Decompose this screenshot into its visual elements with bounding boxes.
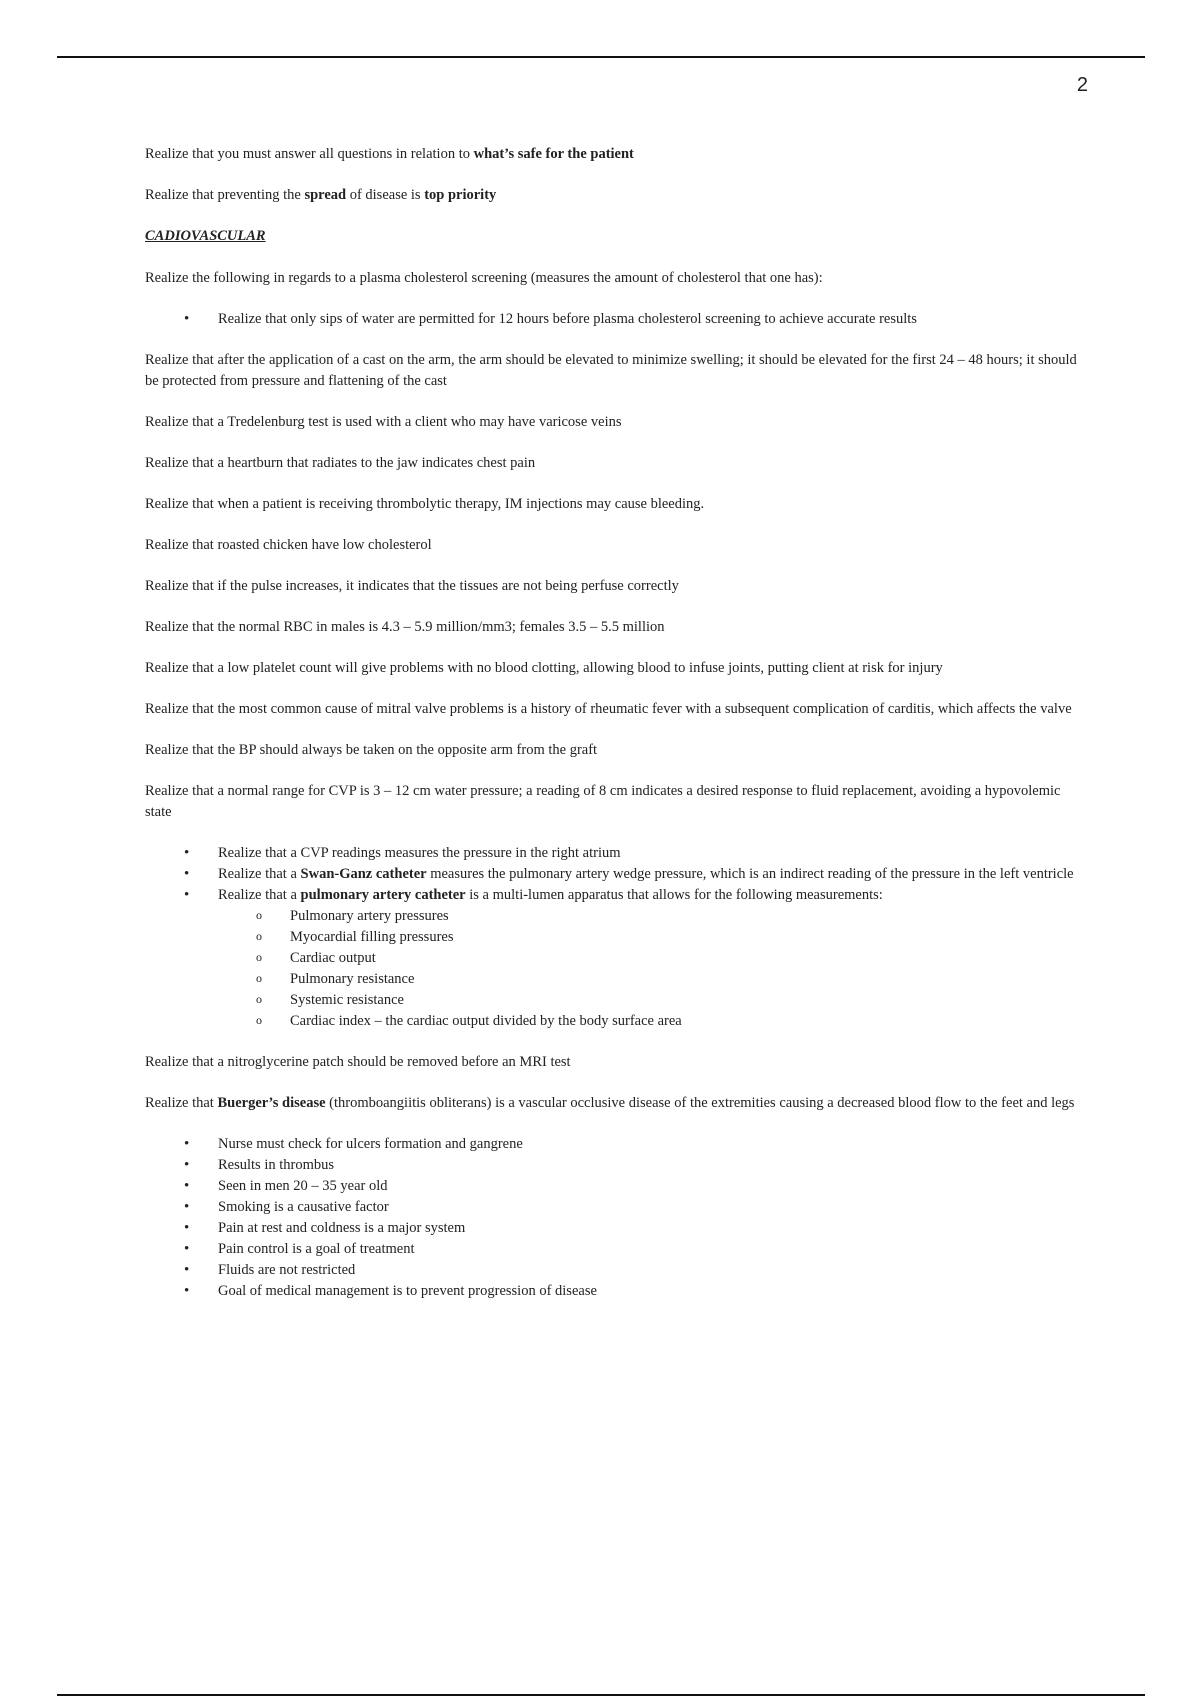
cvp-bullets bbox=[145, 843, 1085, 1032]
paragraph-nitro: Realize that a nitroglycerine patch should be removed before an MRI test bbox=[145, 1054, 571, 1070]
list-item: • Realize that only sips of water are permitted for 12 hours before plasma cholesterol screening to achieve accurate results bbox=[145, 309, 1085, 330]
list-item: • Pain at rest and coldness is a major system bbox=[145, 1218, 1085, 1239]
paragraph-safe-patient bbox=[145, 144, 1085, 165]
paragraph-cholesterol: Realize the following in regards to a plasma cholesterol screening (measures the amount of cholesterol that one has): bbox=[145, 270, 823, 286]
list-item: • Seen in men 20 – 35 year old bbox=[145, 1176, 1085, 1197]
sublist-item: o Pulmonary artery pressures bbox=[145, 906, 1085, 927]
list-item: • Fluids are not restricted bbox=[145, 1260, 1085, 1281]
sublist-item: o Cardiac index – the cardiac output divided by the body surface area bbox=[145, 1011, 1085, 1032]
bold-text: pulmonary artery catheter bbox=[300, 887, 466, 903]
list-item: • Goal of medical management is to prevent progression of disease bbox=[145, 1281, 1085, 1302]
text-run: Realize that a bbox=[218, 887, 301, 903]
paragraph: Realize that a low platelet count will give problems with no blood clotting, allowing blood to infuse joints, putting client at risk for injury bbox=[145, 660, 943, 676]
paragraph: Realize that the normal RBC in males is 4.3 – 5.9 million/mm3; females 3.5 – 5.5 million bbox=[145, 619, 665, 635]
paragraph: Realize that if the pulse increases, it indicates that the tissues are not being perfuse correctly bbox=[145, 578, 679, 594]
text-run: Realize that preventing the bbox=[145, 187, 305, 203]
sublist-item: o Pulmonary resistance bbox=[145, 969, 1085, 990]
list-item: • Pain control is a goal of treatment bbox=[145, 1239, 1085, 1260]
bold-text: top priority bbox=[424, 187, 497, 203]
document-body bbox=[145, 144, 1085, 1322]
paragraph: Realize that a normal range for CVP is 3 – 12 cm water pressure; a reading of 8 cm indicates a desired response to fluid replacement, avoiding a hypovolemic state bbox=[145, 783, 1061, 820]
list-item: • Smoking is a causative factor bbox=[145, 1197, 1085, 1218]
bold-text: Swan-Ganz catheter bbox=[300, 866, 427, 882]
section-heading: CADIOVASCULAR bbox=[145, 228, 266, 244]
text-run: measures the pulmonary artery wedge pressure, which is an indirect reading of the pressure in the left ventricle bbox=[426, 866, 1074, 882]
paragraph-buerger bbox=[145, 1093, 1085, 1114]
text-run: Realize that a bbox=[218, 866, 301, 882]
page-number: 2 bbox=[1076, 74, 1088, 96]
text-run: (thromboangiitis obliterans) is a vascular occlusive disease of the extremities causing a decreased blood flow to the feet and legs bbox=[325, 1095, 1075, 1111]
bold-text: spread bbox=[304, 187, 347, 203]
sublist-item: o Systemic resistance bbox=[145, 990, 1085, 1011]
list-item: • Results in thrombus bbox=[145, 1155, 1085, 1176]
text-run: of disease is bbox=[346, 187, 425, 203]
footer-rule bbox=[57, 1694, 1145, 1696]
list-item bbox=[145, 885, 1085, 1032]
sublist-item: o Cardiac output bbox=[145, 948, 1085, 969]
bold-text: what’s safe for the patient bbox=[473, 146, 634, 162]
measurements-sublist bbox=[145, 906, 1085, 1032]
text-run: is a multi-lumen apparatus that allows for the following measurements: bbox=[465, 887, 883, 903]
bold-text: Buerger’s disease bbox=[217, 1095, 326, 1111]
text-run: Realize that you must answer all questions in relation to bbox=[145, 146, 474, 162]
cholesterol-bullets bbox=[145, 309, 1085, 330]
header-rule bbox=[57, 56, 1145, 58]
list-item bbox=[145, 864, 1085, 885]
buerger-bullets bbox=[145, 1134, 1085, 1302]
list-item: • Nurse must check for ulcers formation and gangrene bbox=[145, 1134, 1085, 1155]
paragraph: Realize that when a patient is receiving thrombolytic therapy, IM injections may cause bleeding. bbox=[145, 496, 705, 512]
paragraph: Realize that roasted chicken have low cholesterol bbox=[145, 537, 432, 553]
paragraph: Realize that a heartburn that radiates to the jaw indicates chest pain bbox=[145, 455, 536, 471]
paragraph: Realize that after the application of a cast on the arm, the arm should be elevated to minimize swelling; it should be elevated for the first 24 – 48 hours; it should be protected from pressure and flattening of the cast bbox=[145, 352, 1077, 389]
text-run: Realize that bbox=[145, 1095, 218, 1111]
paragraph: Realize that the BP should always be taken on the opposite arm from the graft bbox=[145, 742, 598, 758]
paragraph-spread bbox=[145, 185, 1085, 206]
sublist-item: o Myocardial filling pressures bbox=[145, 927, 1085, 948]
list-item: • Realize that a CVP readings measures the pressure in the right atrium bbox=[145, 843, 1085, 864]
paragraph: Realize that the most common cause of mitral valve problems is a history of rheumatic fever with a subsequent complication of carditis, which affects the valve bbox=[145, 701, 1072, 717]
paragraph: Realize that a Tredelenburg test is used with a client who may have varicose veins bbox=[145, 414, 622, 430]
